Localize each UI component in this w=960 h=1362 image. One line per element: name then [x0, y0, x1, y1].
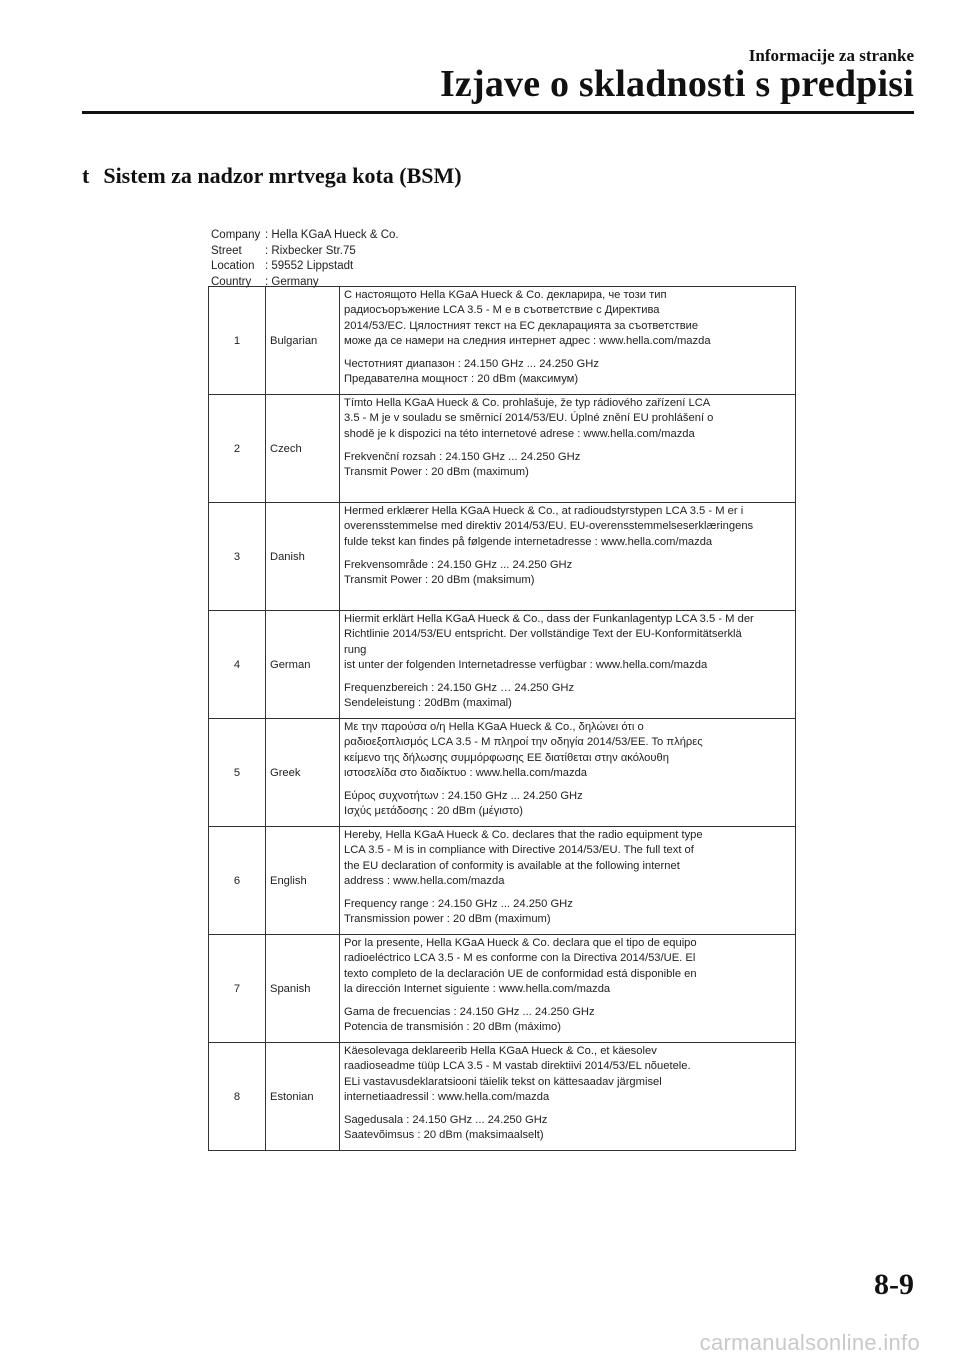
company-info: [211, 228, 399, 290]
language-cell: Greek: [266, 719, 340, 827]
declaration-line: 3.5 - M je v souladu se směrnicí 2014/53/EU. Úplné znění EU prohlášení o: [344, 412, 714, 425]
language-cell: Spanish: [266, 935, 340, 1043]
language-cell: Danish: [266, 503, 340, 611]
declaration-text-cell: [340, 503, 796, 611]
declaration-line: LCA 3.5 - M is in compliance with Directive 2014/53/EU. The full text of: [344, 844, 694, 857]
declaration-line: κείμενο της δήλωσης συμμόρφωσης ΕΕ διατίθεται στην ακόλουθη: [344, 751, 669, 764]
declaration-line: ELi vastavusdeklaratsiooni täielik tekst on kättesaadav järgmisel: [344, 1075, 662, 1088]
declaration-line: Hereby, Hella KGaA Hueck & Co. declares that the radio equipment type: [344, 829, 703, 841]
declaration-line: Με την παρούσα ο/η Hella KGaA Hueck & Co., δηλώνει ότι ο: [344, 721, 644, 733]
declarations-table: [208, 286, 796, 1151]
section-heading: [82, 163, 462, 189]
spec-line: Sagedusala : 24.150 GHz ... 24.250 GHz: [344, 1114, 548, 1127]
language-cell: Czech: [266, 395, 340, 503]
spacer: [344, 442, 792, 450]
declaration-line: the EU declaration of conformity is available at the following internet: [344, 859, 680, 872]
info-key: Country: [211, 275, 252, 288]
info-key: Location: [211, 260, 255, 272]
declaration-line: shodě je k dispozici na této internetové adrese : www.hella.com/mazda: [344, 427, 695, 440]
info-value: : Germany: [265, 275, 319, 288]
table-row: [209, 503, 796, 611]
spacer: [344, 781, 792, 789]
page-number: 8-9: [874, 1268, 914, 1301]
header-divider: [82, 111, 914, 114]
language-cell: English: [266, 827, 340, 935]
row-number: 8: [209, 1043, 266, 1151]
spacer: [344, 889, 792, 897]
company-row: [211, 228, 399, 244]
declaration-line: address : www.hella.com/mazda: [344, 874, 505, 887]
table-row: [209, 827, 796, 935]
spec-line: Frequenzbereich : 24.150 GHz … 24.250 GHz: [344, 682, 575, 695]
declaration-line: Hiermit erklärt Hella KGaA Hueck & Co., dass der Funkanlagentyp LCA 3.5 - M der: [344, 613, 754, 625]
spec-line: Saatevõimsus : 20 dBm (maksimaalselt): [344, 1129, 544, 1142]
declaration-line: С настоящото Hella KGaA Hueck & Co. декларира, че този тип: [344, 289, 667, 301]
spacer: [344, 550, 792, 558]
spec-line: Sendeleistung : 20dBm (maximal): [344, 697, 512, 710]
language-cell: Estonian: [266, 1043, 340, 1151]
declaration-line: fulde tekst kan findes på følgende internetadresse : www.hella.com/mazda: [344, 535, 713, 548]
declaration-line: Tímto Hella KGaA Hueck & Co. prohlašuje, že typ rádiového zařízení LCA: [344, 397, 711, 409]
spec-line: Potencia de transmisión : 20 dBm (máximo): [344, 1021, 561, 1034]
declaration-line: overensstemmelse med direktiv 2014/53/EU. EU-overensstemmelseserklæringens: [344, 520, 754, 533]
spec-line: Предавателна мощност : 20 dBm (максимум): [344, 373, 579, 386]
spec-line: Честотният диапазон : 24.150 GHz ... 24.250 GHz: [344, 358, 599, 371]
street-row: [211, 244, 399, 260]
table-row: [209, 719, 796, 827]
section-heading-text: Sistem za nadzor mrtvega kota (BSM): [103, 163, 462, 188]
declaration-line: радиосъоръжение LCA 3.5 - M е в съответствие с Директива: [344, 304, 660, 317]
location-row: [211, 259, 399, 275]
row-number: 7: [209, 935, 266, 1043]
spec-line: Gama de frecuencias : 24.150 GHz ... 24.250 GHz: [344, 1006, 595, 1019]
declaration-text-cell: [340, 935, 796, 1043]
declaration-line: 2014/53/ЕС. Цялостният текст на ЕС декларацията за съответствие: [344, 319, 699, 332]
spec-line: Transmission power : 20 dBm (maximum): [344, 913, 551, 926]
declaration-line: ραδιοεξοπλισμός LCA 3.5 - M πληροί την οδηγία 2014/53/ΕΕ. Το πλήρες: [344, 736, 703, 749]
declaration-text-cell: [340, 287, 796, 395]
table-row: [209, 287, 796, 395]
declaration-line: ιστοσελίδα στο διαδίκτυο : www.hella.com/mazda: [344, 766, 588, 779]
table-row: [209, 611, 796, 719]
row-number: 6: [209, 827, 266, 935]
row-number: 2: [209, 395, 266, 503]
spec-line: Frekvenční rozsah : 24.150 GHz ... 24.250 GHz: [344, 450, 581, 463]
declaration-line: raadioseadme tüüp LCA 3.5 - M vastab direktiivi 2014/53/EL nõuetele.: [344, 1060, 691, 1073]
info-value: : Hella KGaA Hueck & Co.: [265, 229, 399, 241]
watermark: carmanualsonline.info: [699, 1330, 920, 1355]
row-number: 3: [209, 503, 266, 611]
spec-line: Transmit Power : 20 dBm (maximum): [344, 466, 529, 479]
declaration-line: la dirección Internet siguiente : www.hella.com/mazda: [344, 982, 611, 995]
declaration-line: radioeléctrico LCA 3.5 - M es conforme con la Directiva 2014/53/UE. El: [344, 952, 696, 965]
table-row: [209, 1043, 796, 1151]
info-value: : 59552 Lippstadt: [265, 260, 354, 272]
declaration-line: ist unter der folgenden Internetadresse verfügbar : www.hella.com/mazda: [344, 658, 708, 671]
declaration-text-cell: [340, 827, 796, 935]
spacer: [344, 1105, 792, 1113]
spacer: [344, 673, 792, 681]
spec-line: Transmit Power : 20 dBm (maksimum): [344, 574, 535, 587]
bullet-icon: t: [82, 163, 90, 188]
info-key: Street: [211, 244, 242, 257]
info-key: Company: [211, 229, 261, 241]
declaration-text-cell: [340, 1043, 796, 1151]
spec-line: Εύρος συχνοτήτων : 24.150 GHz ... 24.250 GHz: [344, 790, 583, 803]
declaration-line: texto completo de la declaración UE de conformidad está disponible en: [344, 967, 697, 980]
spacer: [344, 997, 792, 1005]
table-row: [209, 395, 796, 503]
declaration-line: Hermed erklærer Hella KGaA Hueck & Co., at radioudstyrstypen LCA 3.5 - M er i: [344, 505, 744, 517]
declaration-text-cell: [340, 611, 796, 719]
language-cell: German: [266, 611, 340, 719]
spec-line: Frekvensområde : 24.150 GHz ... 24.250 GHz: [344, 558, 573, 571]
info-value: : Rixbecker Str.75: [265, 244, 356, 257]
page-title: Izjave o skladnosti s predpisi: [439, 63, 914, 105]
table-row: [209, 935, 796, 1043]
declaration-line: може да се намери на следния интернет адрес : www.hella.com/mazda: [344, 334, 711, 347]
declaration-line: internetiaadressil : www.hella.com/mazda: [344, 1090, 550, 1103]
declaration-line: Por la presente, Hella KGaA Hueck & Co. declara que el tipo de equipo: [344, 937, 697, 949]
row-number: 4: [209, 611, 266, 719]
spacer: [344, 349, 792, 357]
spec-line: Ισχύς μετάδοσης : 20 dBm (μέγιστο): [344, 805, 523, 818]
declaration-text-cell: [340, 395, 796, 503]
section-label: Informacije za stranke: [748, 46, 914, 65]
declaration-line: rung: [344, 643, 367, 656]
language-cell: Bulgarian: [266, 287, 340, 395]
declaration-line: Käesolevaga deklareerib Hella KGaA Hueck & Co., et käesolev: [344, 1045, 657, 1057]
row-number: 5: [209, 719, 266, 827]
declaration-text-cell: [340, 719, 796, 827]
spec-line: Frequency range : 24.150 GHz ... 24.250 GHz: [344, 898, 573, 911]
declaration-line: Richtlinie 2014/53/EU entspricht. Der vollständige Text der EU-Konformitätserklä: [344, 628, 742, 641]
row-number: 1: [209, 287, 266, 395]
